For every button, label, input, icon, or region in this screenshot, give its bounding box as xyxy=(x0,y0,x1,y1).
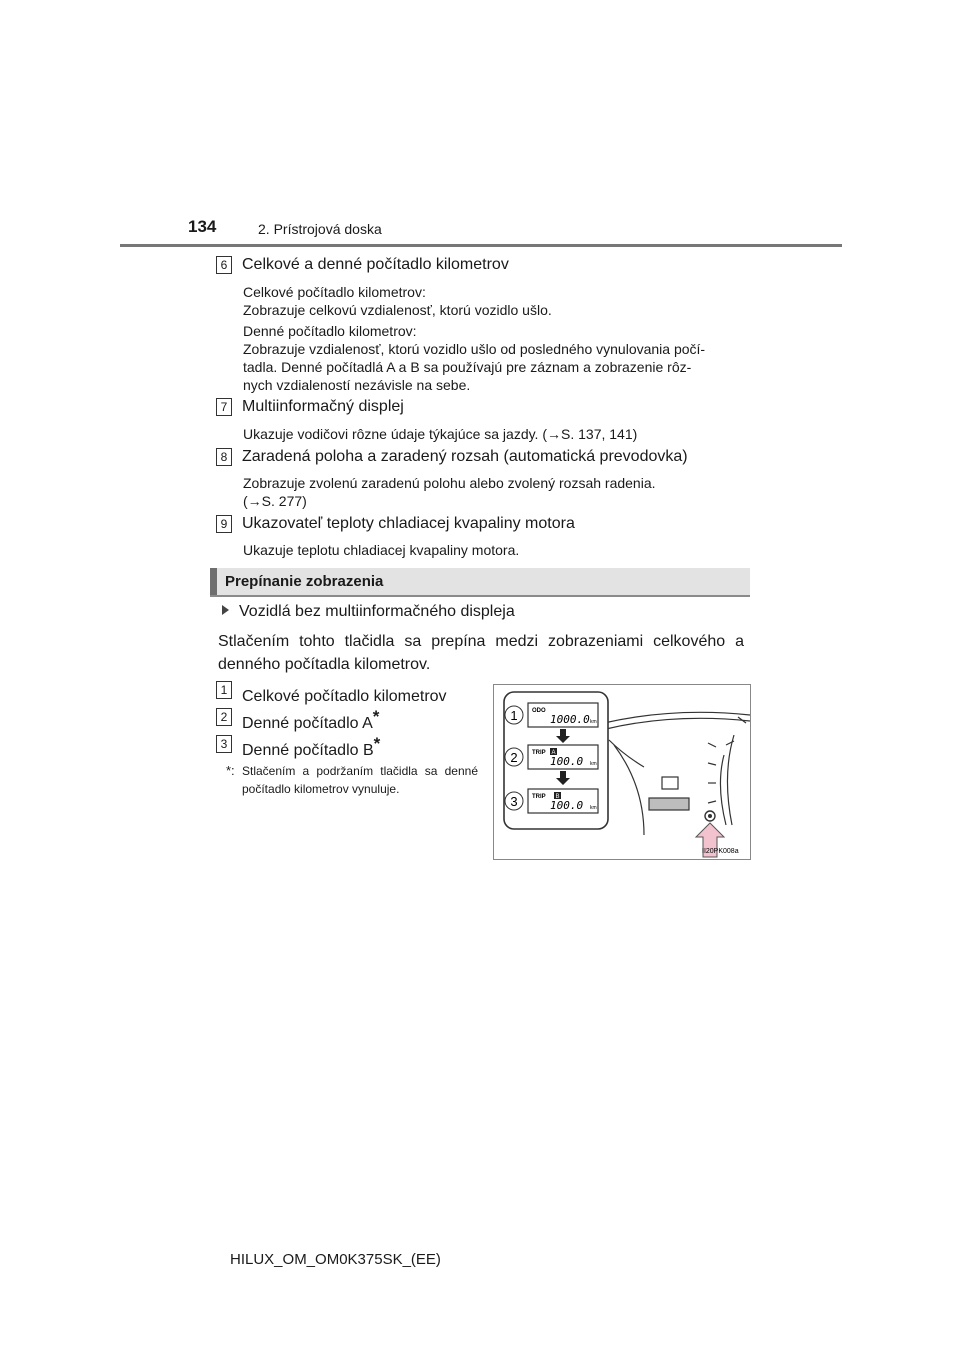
item-description: Celkové počítadlo kilometrov: Zobrazuje celkovú vzdialenosť, ktorú vozidlo ušlo. xyxy=(243,284,552,318)
item-description: Zobrazuje zvolenú zaradenú polohu alebo zvolený rozsah radenia. (→S. 277) xyxy=(243,475,656,509)
odo-label: ODO xyxy=(532,708,546,714)
list-number: 2 xyxy=(216,708,232,726)
footnote xyxy=(226,762,478,798)
step-number: 1 xyxy=(510,708,518,723)
cluster-outline xyxy=(604,712,750,835)
arrow-bullet-icon xyxy=(222,605,229,615)
odometer-window xyxy=(649,798,689,810)
trip-unit: km xyxy=(590,805,597,811)
trip-label: TRIP xyxy=(532,794,546,800)
section-heading xyxy=(210,568,750,597)
trip-unit: km xyxy=(590,761,597,767)
chapter-title: 2. Prístrojová doska xyxy=(258,221,382,237)
list-item: Denné počítadlo A* xyxy=(242,707,380,732)
item-title: Ukazovateľ teploty chladiacej kvapaliny motora xyxy=(242,515,575,532)
odo-value: 1000.0 xyxy=(550,713,590,726)
step-number: 2 xyxy=(510,750,518,765)
list-number: 3 xyxy=(216,735,232,753)
list-number: 1 xyxy=(216,681,232,699)
document-code: HILUX_OM_OM0K375SK_(EE) xyxy=(230,1251,441,1268)
item-description: Ukazuje vodičovi rôzne údaje týkajúce sa jazdy. (→S. 137, 141) xyxy=(243,426,638,442)
trip-value: 100.0 xyxy=(550,755,584,768)
page-number: 134 xyxy=(188,217,217,236)
trip-label: TRIP xyxy=(532,750,546,756)
item-number: 6 xyxy=(216,256,232,274)
figure-code: II20PK008a xyxy=(702,848,739,855)
item-number: 9 xyxy=(216,515,232,533)
footnote-text: Stlačením a podržaním tlačidla sa denné počítadlo kilometrov vynuluje. xyxy=(242,764,478,796)
trip-sub-label: A xyxy=(551,750,556,756)
item-number: 8 xyxy=(216,448,232,466)
section-paragraph: Stlačením tohto tlačidla sa prepína medzi zobrazeniami celkového a denného počítadla kilometrov. xyxy=(218,633,744,673)
footnote-mark: *: xyxy=(226,763,235,778)
instrument-illustration xyxy=(493,684,751,860)
section-title: Prepínanie zobrazenia xyxy=(225,573,384,590)
list-item: Denné počítadlo B* xyxy=(242,734,381,759)
list-item: Celkové počítadlo kilometrov xyxy=(242,688,447,705)
item-description: Ukazuje teplotu chladiacej kvapaliny motora. xyxy=(243,542,520,558)
item-title: Multiinformačný displej xyxy=(242,398,404,415)
step-number: 3 xyxy=(510,794,518,809)
item-title: Celkové a denné počítadlo kilometrov xyxy=(242,256,509,273)
section-accent xyxy=(210,568,217,595)
bullet-heading: Vozidlá bez multiinformačného displeja xyxy=(222,603,515,621)
header-divider xyxy=(120,244,842,247)
item-description: Denné počítadlo kilometrov: Zobrazuje vzdialenosť, ktorú vozidlo ušlo od posledného vynulovania počí- tadla. Denné počítadlá A a B sa používajú pre záznam a zobrazenie rôz- nych vzdialeností nezávisle na sebe. xyxy=(243,323,706,393)
item-number: 7 xyxy=(216,398,232,416)
trip-value: 100.0 xyxy=(550,799,584,812)
trip-sub-label: B xyxy=(555,794,560,800)
trip-reset-knob-center xyxy=(708,814,712,818)
odo-unit: km xyxy=(590,719,597,725)
item-title: Zaradená poloha a zaradený rozsah (automatická prevodovka) xyxy=(242,448,688,465)
